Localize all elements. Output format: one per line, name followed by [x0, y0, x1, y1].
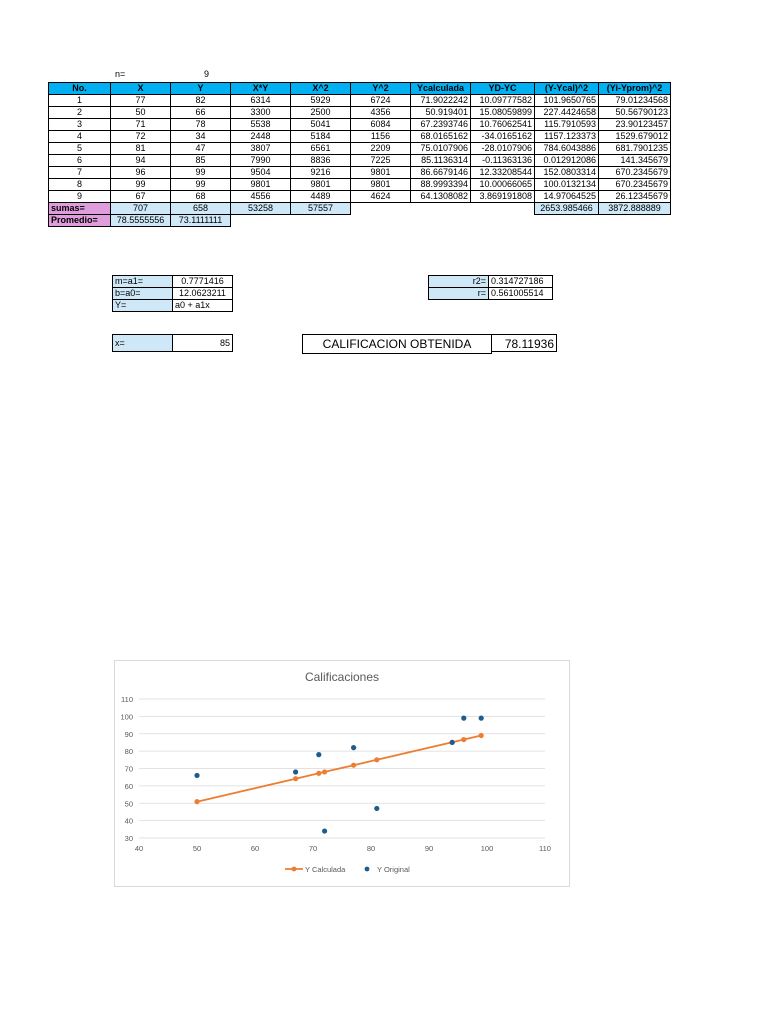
- table-row: [49, 167, 671, 179]
- sum-ycal2[interactable]: 2653.985466: [535, 203, 599, 215]
- m-value[interactable]: 0.7771416: [173, 276, 233, 288]
- column-header[interactable]: Ycalculada: [411, 83, 471, 95]
- prom-x[interactable]: 78.5555556: [111, 215, 171, 227]
- table-cell[interactable]: 0.012912086: [535, 155, 599, 167]
- b-label: b=a0=: [113, 288, 173, 300]
- table-cell[interactable]: 2: [49, 107, 111, 119]
- table-cell[interactable]: 7990: [231, 155, 291, 167]
- table-cell[interactable]: 82: [171, 95, 231, 107]
- empty-cell: [231, 215, 671, 227]
- table-cell[interactable]: 3807: [231, 143, 291, 155]
- r-value[interactable]: 0.561005514: [489, 288, 553, 300]
- table-cell[interactable]: 1529.679012: [599, 131, 671, 143]
- column-header[interactable]: X: [111, 83, 171, 95]
- x-tick-label: 110: [539, 844, 551, 853]
- table-cell[interactable]: 4624: [351, 191, 411, 203]
- table-cell[interactable]: 3300: [231, 107, 291, 119]
- data-point-y-original[interactable]: [479, 716, 484, 721]
- y-tick-label: 90: [124, 729, 133, 739]
- table-cell[interactable]: 2209: [351, 143, 411, 155]
- table-cell[interactable]: 8: [49, 179, 111, 191]
- table-cell[interactable]: 9504: [231, 167, 291, 179]
- data-point-y-calculada[interactable]: [479, 733, 484, 738]
- table-cell[interactable]: -34.0165162: [471, 131, 535, 143]
- x-tick-label: 70: [308, 844, 318, 853]
- sums-row: [49, 203, 671, 215]
- table-cell[interactable]: 3.869191808: [471, 191, 535, 203]
- table-cell[interactable]: 1156: [351, 131, 411, 143]
- y-tick-label: 70: [124, 764, 133, 774]
- y-tick-label: 30: [124, 834, 133, 843]
- table-cell[interactable]: 4489: [291, 191, 351, 203]
- table-cell[interactable]: 64.1308082: [411, 191, 471, 203]
- table-cell[interactable]: 85: [171, 155, 231, 167]
- table-cell[interactable]: 4556: [231, 191, 291, 203]
- x-tick-label: 50: [192, 844, 202, 853]
- data-point-y-calculada[interactable]: [293, 776, 298, 781]
- column-header[interactable]: (Yi-Yprom)^2: [599, 83, 671, 95]
- table-cell[interactable]: 23.90123457: [599, 119, 671, 131]
- y-tick-label: 100: [120, 712, 133, 722]
- data-point-y-calculada[interactable]: [316, 771, 321, 776]
- table-cell[interactable]: -28.0107906: [471, 143, 535, 155]
- y-formula-label: Y=: [113, 300, 173, 312]
- table-cell[interactable]: 96: [111, 167, 171, 179]
- table-row: [49, 155, 671, 167]
- data-table: [48, 82, 671, 227]
- table-body: [49, 95, 671, 203]
- table-cell[interactable]: 4356: [351, 107, 411, 119]
- table-cell[interactable]: 66: [171, 107, 231, 119]
- data-point-y-original[interactable]: [293, 769, 298, 774]
- table-cell[interactable]: 14.97064525: [535, 191, 599, 203]
- data-point-y-original[interactable]: [316, 752, 321, 757]
- y-tick-label: 40: [124, 816, 133, 826]
- sums-label: sumas=: [49, 203, 111, 215]
- data-point-y-original[interactable]: [351, 745, 356, 750]
- table-row: [49, 107, 671, 119]
- table-cell[interactable]: 81: [111, 143, 171, 155]
- table-cell[interactable]: 10.00066065: [471, 179, 535, 191]
- x-input-value[interactable]: 85: [173, 335, 233, 352]
- empty-cell: [471, 203, 535, 215]
- x-tick-label: 80: [366, 844, 376, 853]
- result-value[interactable]: 78.11936: [491, 334, 557, 352]
- table-cell[interactable]: 50.56790123: [599, 107, 671, 119]
- column-header[interactable]: (Y-Ycal)^2: [535, 83, 599, 95]
- table-cell[interactable]: 50.919401: [411, 107, 471, 119]
- x-input-label: x=: [113, 335, 173, 352]
- table-cell[interactable]: 7225: [351, 155, 411, 167]
- table-cell[interactable]: 71.9022242: [411, 95, 471, 107]
- table-cell[interactable]: 67: [111, 191, 171, 203]
- data-point-y-original[interactable]: [374, 806, 379, 811]
- sum-x[interactable]: 707: [111, 203, 171, 215]
- data-point-y-calculada[interactable]: [194, 799, 199, 804]
- r-label: r=: [429, 288, 489, 300]
- table-row: [49, 119, 671, 131]
- table-cell[interactable]: 8836: [291, 155, 351, 167]
- table-cell[interactable]: 101.9650765: [535, 95, 599, 107]
- table-cell[interactable]: 85.1136314: [411, 155, 471, 167]
- sum-x2[interactable]: 57557: [291, 203, 351, 215]
- table-cell[interactable]: 670.2345679: [599, 167, 671, 179]
- table-cell[interactable]: 6724: [351, 95, 411, 107]
- table-cell[interactable]: 9216: [291, 167, 351, 179]
- data-point-y-calculada[interactable]: [461, 737, 466, 742]
- table-cell[interactable]: 3: [49, 119, 111, 131]
- m-label: m=a1=: [113, 276, 173, 288]
- table-row: [49, 179, 671, 191]
- data-point-y-original[interactable]: [194, 773, 199, 778]
- table-cell[interactable]: 2500: [291, 107, 351, 119]
- table-cell[interactable]: 47: [171, 143, 231, 155]
- y-formula-value[interactable]: a0 + a1x: [173, 300, 233, 312]
- table-cell[interactable]: 141.345679: [599, 155, 671, 167]
- sum-yprom2[interactable]: 3872.888889: [599, 203, 671, 215]
- data-point-y-original[interactable]: [450, 740, 455, 745]
- table-cell[interactable]: 77: [111, 95, 171, 107]
- x-tick-label: 100: [480, 844, 494, 853]
- table-cell[interactable]: 9801: [351, 179, 411, 191]
- table-cell[interactable]: 10.76062541: [471, 119, 535, 131]
- table-cell[interactable]: 784.6043886: [535, 143, 599, 155]
- table-row: [49, 143, 671, 155]
- table-cell[interactable]: 2448: [231, 131, 291, 143]
- column-header[interactable]: X^2: [291, 83, 351, 95]
- chart-area[interactable]: [114, 660, 570, 887]
- data-point-y-calculada[interactable]: [351, 763, 356, 768]
- legend-label-y-calculada: Y Calculada: [305, 865, 346, 874]
- header-row: [49, 83, 671, 95]
- prom-y[interactable]: 73.1111111: [171, 215, 231, 227]
- table-cell[interactable]: -0.11363136: [471, 155, 535, 167]
- column-header[interactable]: Y^2: [351, 83, 411, 95]
- column-header[interactable]: Y: [171, 83, 231, 95]
- table-cell[interactable]: 5184: [291, 131, 351, 143]
- legend-label-y-original: Y Original: [377, 865, 410, 874]
- table-cell[interactable]: 34: [171, 131, 231, 143]
- table-cell[interactable]: 9801: [231, 179, 291, 191]
- table-cell[interactable]: 67.2393746: [411, 119, 471, 131]
- table-cell[interactable]: 6084: [351, 119, 411, 131]
- scatter-chart: [115, 661, 569, 886]
- table-cell[interactable]: 670.2345679: [599, 179, 671, 191]
- table-cell[interactable]: 5929: [291, 95, 351, 107]
- table-cell[interactable]: 12.33208544: [471, 167, 535, 179]
- table-cell[interactable]: 6314: [231, 95, 291, 107]
- table-cell[interactable]: 68: [171, 191, 231, 203]
- data-point-y-calculada[interactable]: [374, 757, 379, 762]
- data-point-y-original[interactable]: [461, 716, 466, 721]
- table-cell[interactable]: 5: [49, 143, 111, 155]
- table-cell[interactable]: 5538: [231, 119, 291, 131]
- y-tick-label: 80: [124, 747, 133, 757]
- table-cell[interactable]: 10.09777582: [471, 95, 535, 107]
- table-row: [49, 95, 671, 107]
- table-cell[interactable]: 7: [49, 167, 111, 179]
- table-cell[interactable]: 75.0107906: [411, 143, 471, 155]
- table-cell[interactable]: 1: [49, 95, 111, 107]
- y-tick-label: 110: [121, 695, 133, 704]
- column-header[interactable]: No.: [49, 83, 111, 95]
- sum-y[interactable]: 658: [171, 203, 231, 215]
- column-header[interactable]: YD-YC: [471, 83, 535, 95]
- table-cell[interactable]: 78: [171, 119, 231, 131]
- table-cell[interactable]: 9801: [351, 167, 411, 179]
- y-tick-label: 50: [124, 799, 133, 809]
- table-cell[interactable]: 94: [111, 155, 171, 167]
- x-input-table: [112, 334, 233, 352]
- params-table: [112, 275, 233, 312]
- column-header[interactable]: X*Y: [231, 83, 291, 95]
- data-point-y-calculada[interactable]: [322, 769, 327, 774]
- table-cell[interactable]: 79.01234568: [599, 95, 671, 107]
- table-cell[interactable]: 227.4424658: [535, 107, 599, 119]
- table-cell[interactable]: 68.0165162: [411, 131, 471, 143]
- data-point-y-original[interactable]: [322, 828, 327, 833]
- sum-xy[interactable]: 53258: [231, 203, 291, 215]
- table-cell[interactable]: 72: [111, 131, 171, 143]
- legend-marker-y-original: [365, 867, 370, 872]
- table-cell[interactable]: 100.0132134: [535, 179, 599, 191]
- table-row: [49, 191, 671, 203]
- table-cell[interactable]: 88.9993394: [411, 179, 471, 191]
- table-cell[interactable]: 9801: [291, 179, 351, 191]
- table-cell[interactable]: 9: [49, 191, 111, 203]
- table-cell[interactable]: 15.08059899: [471, 107, 535, 119]
- table-cell[interactable]: 681.7901235: [599, 143, 671, 155]
- corr-table: [428, 275, 553, 300]
- table-cell[interactable]: 71: [111, 119, 171, 131]
- r2-label: r2=: [429, 276, 489, 288]
- x-tick-label: 90: [424, 844, 434, 853]
- table-cell[interactable]: 1157.123373: [535, 131, 599, 143]
- chart-title: Calificaciones: [304, 670, 380, 684]
- x-tick-label: 40: [134, 844, 144, 853]
- x-tick-label: 60: [250, 844, 260, 853]
- r2-value[interactable]: 0.314727186: [489, 276, 553, 288]
- table-cell[interactable]: 5041: [291, 119, 351, 131]
- table-cell[interactable]: 26.12345679: [599, 191, 671, 203]
- prom-row: [49, 215, 671, 227]
- prom-label: Promedio=: [49, 215, 111, 227]
- table-row: [49, 131, 671, 143]
- legend-marker-y-calculada: [292, 867, 297, 872]
- table-cell[interactable]: 115.7910593: [535, 119, 599, 131]
- table-cell[interactable]: 99: [171, 167, 231, 179]
- table-cell[interactable]: 6561: [291, 143, 351, 155]
- empty-cell: [351, 203, 411, 215]
- result-label: CALIFICACION OBTENIDA: [302, 334, 492, 354]
- table-cell[interactable]: 152.0803314: [535, 167, 599, 179]
- table-cell[interactable]: 50: [111, 107, 171, 119]
- table-cell[interactable]: 4: [49, 131, 111, 143]
- table-cell[interactable]: 99: [111, 179, 171, 191]
- table-cell[interactable]: 99: [171, 179, 231, 191]
- empty-cell: [411, 203, 471, 215]
- table-cell[interactable]: 6: [49, 155, 111, 167]
- b-value[interactable]: 12.0623211: [173, 288, 233, 300]
- n-value[interactable]: 9: [204, 69, 210, 79]
- table-cell[interactable]: 86.6679146: [411, 167, 471, 179]
- y-tick-label: 60: [124, 781, 133, 791]
- n-label: n=: [115, 69, 126, 79]
